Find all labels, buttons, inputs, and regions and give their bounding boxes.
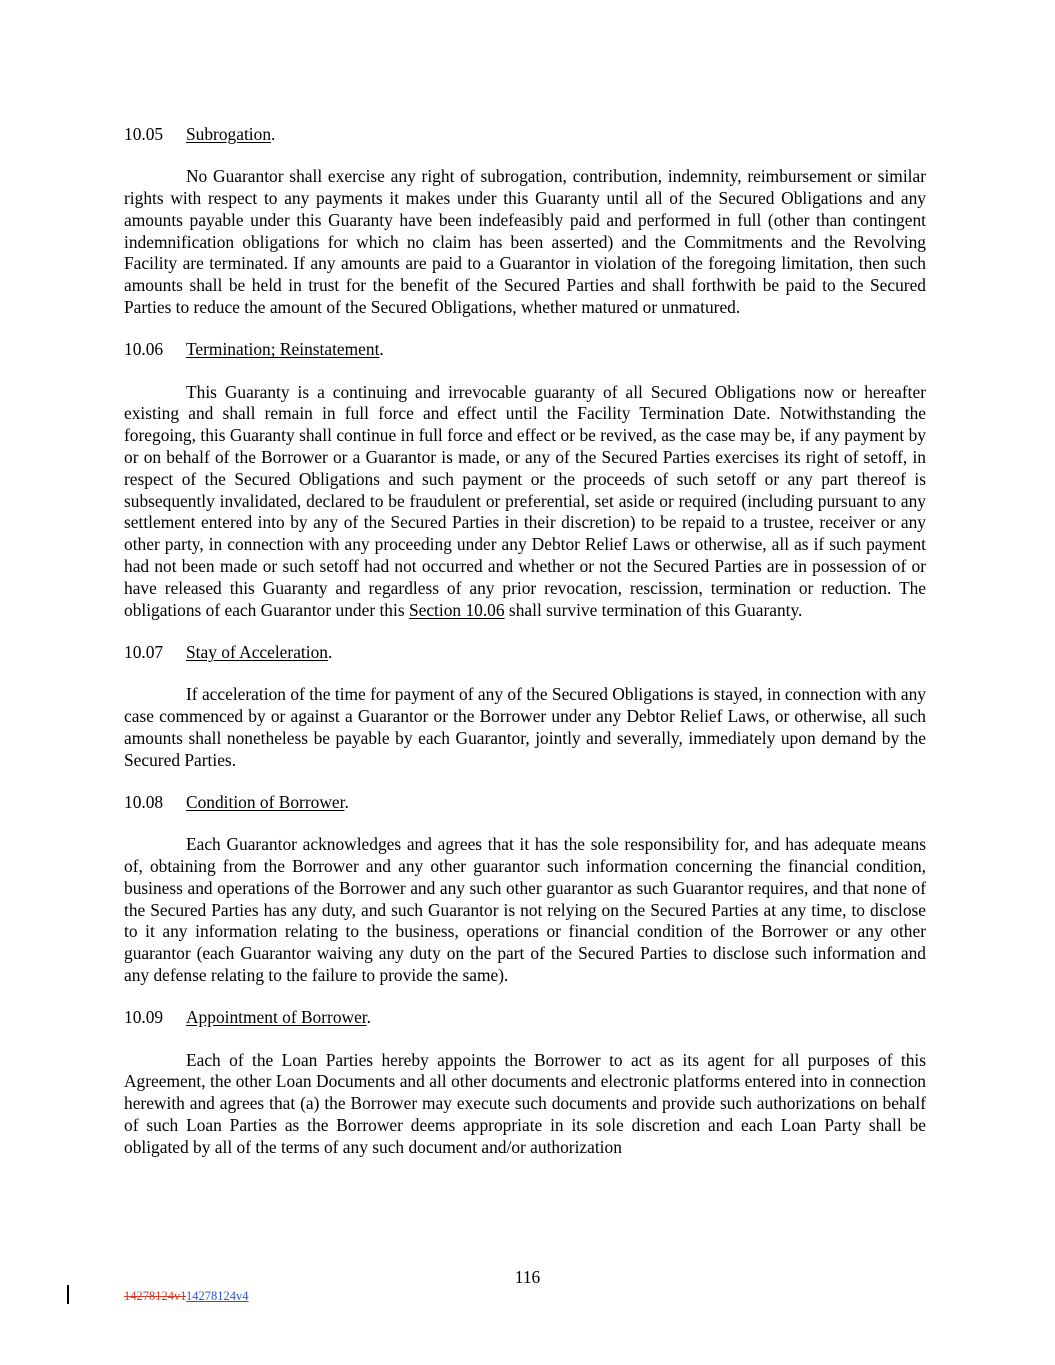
section-number: 10.08 [124,791,164,812]
section-title: Condition of Borrower [186,791,345,812]
section-title: Stay of Acceleration [186,641,328,662]
document-id [124,1289,249,1304]
section-number: 10.07 [124,641,164,662]
section-title: Appointment of Borrower [186,1007,367,1028]
section-body-10-07: If acceleration of the time for payment of any of the Secured Obligations is stayed, in connection with any case commenced by or against a Guarantor or the Borrower under any Debtor Relief Laws, or otherwise, all such amounts shall nonetheless be payable by each Guarantor, jointly and severally, immediately upon demand by the Secured Parties. [124,684,926,770]
section-heading-10-09: 10.09 Appointment of Borrower. [124,1007,371,1028]
section-heading-10-07: 10.07 Stay of Acceleration. [124,641,333,662]
section-heading-10-06: 10.06 Termination; Reinstatement. [124,339,384,360]
document-id-inserted: 14278124v4 [186,1289,249,1303]
document-page [124,124,926,1179]
page-number: 116 [514,1267,541,1287]
section-title: Subrogation [186,124,272,144]
section-heading-10-08: 10.08 Condition of Borrower. [124,791,349,812]
section-number: 10.05 [124,124,164,144]
section-body-10-05: No Guarantor shall exercise any right of subrogation, contribution, indemnity, reimbursement or similar rights with respect to any payments it makes under this Guaranty until all of the Secured Obligations and any amounts payable under this Guaranty have been indefeasibly paid and performed in full (other than contingent indemnification obligations for which no claim has been asserted) and the Commitments and the Revolving Facility are terminated. If any amounts are paid to a Guarantor in violation of the foregoing limitation, then such amounts shall be held in trust for the benefit of the Secured Parties and shall forthwith be paid to the Secured Parties to reduce the amount of the Secured Obligations, whether matured or unmatured. [124,166,926,318]
section-body-10-08: Each Guarantor acknowledges and agrees that it has the sole responsibility for, and has adequate means of, obtaining from the Borrower and any other guarantor such information concerning the financial condition, business and operations of the Borrower and any such other guarantor as such Guarantor requires, and that none of the Secured Parties has any duty, and such Guarantor is not relying on the Secured Parties at any time, to disclose to it any information relating to the business, operations or financial condition of the Borrower or any other guarantor (each Guarantor waiving any duty on the part of the Secured Parties to disclose such information and any defense relating to the failure to provide the same). [124,834,926,985]
section-number: 10.09 [124,1007,164,1028]
revision-change-bar [67,1285,69,1304]
document-id-deleted: 14278124v1 [124,1289,187,1303]
section-body-10-09: Each of the Loan Parties hereby appoints the Borrower to act as its agent for all purposes of this Agreement, the other Loan Documents and all other documents and electronic platforms entered into in connection herewith and agrees that (a) the Borrower may execute such documents and provide such authorizations on behalf of such Loan Parties as the Borrower deems appropriate in its sole discretion and each Loan Party shall be obligated by all of the terms of any such document and/or authorization [124,1049,926,1157]
section-body-10-06: This Guaranty is a continuing and irrevocable guaranty of all Secured Obligations now or hereafter existing and shall remain in full force and effect until the Facility Termination Date. Notwithstanding the foregoing, this Guaranty shall continue in full force and effect or be revived, as the case may be, if any payment by or on behalf of the Borrower or a Guarantor is made, or any of the Secured Parties exercises its right of setoff, in respect of the Secured Obligations and such payment or the proceeds of such setoff or any part thereof is subsequently invalidated, declared to be fraudulent or preferential, set aside or required (including pursuant to any settlement entered into by any of the Secured Parties in their discretion) to be repaid to a trustee, receiver or any other party, in connection with any proceeding under any Debtor Relief Laws or otherwise, all as if such payment had not been made or such setoff had not occurred and whether or not the Secured Parties are in possession of or have released this Guaranty and regardless of any prior revocation, rescission, termination or reduction. The obligations of each Guarantor under this Section 10.06 shall survive termination of this Guaranty. [124,381,926,620]
section-heading-10-05: 10.05 Subrogation. [124,124,276,144]
section-cross-reference: Section 10.06 [408,599,505,620]
section-title: Termination; Reinstatement [186,339,380,360]
section-number: 10.06 [124,339,164,360]
